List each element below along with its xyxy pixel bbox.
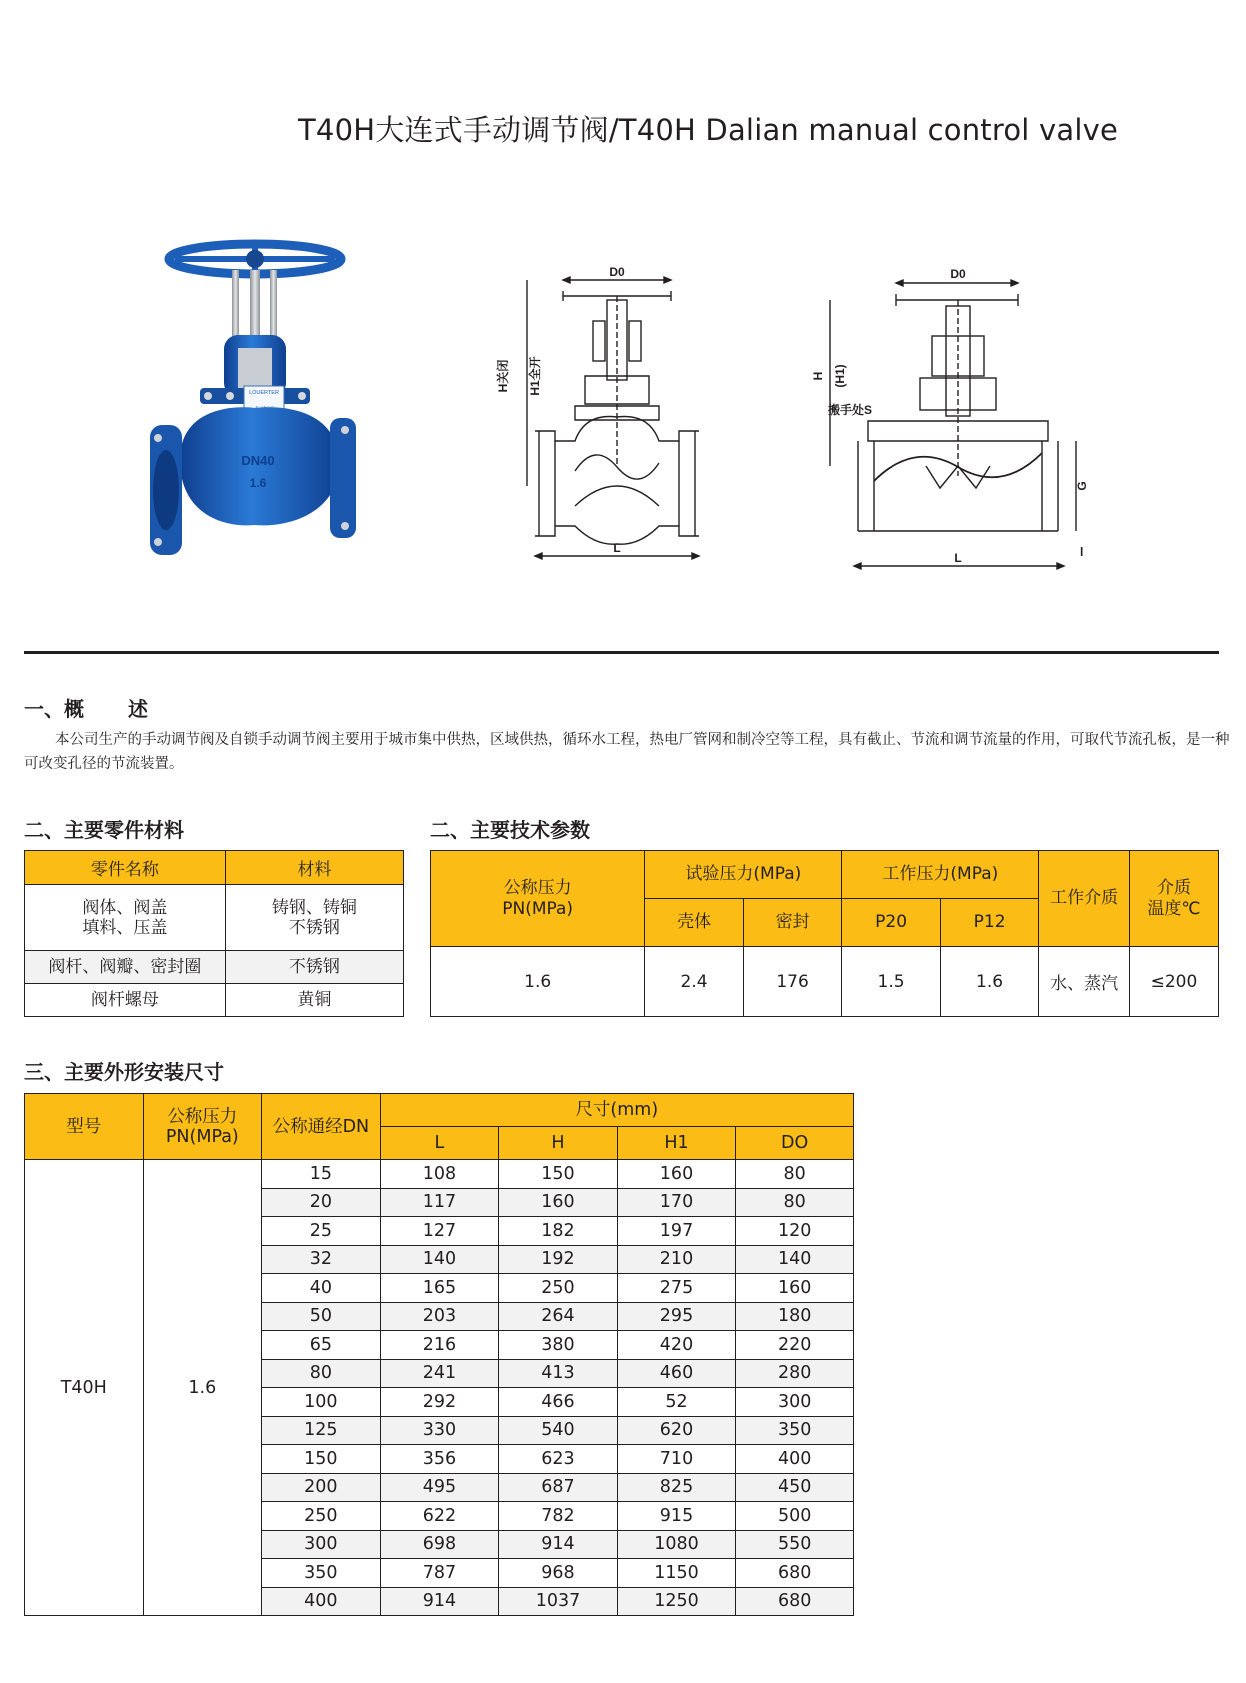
h1-cell: 210 <box>617 1245 736 1274</box>
h1-open-label: H1全开 <box>528 356 542 396</box>
dn-cell: 50 <box>262 1302 381 1331</box>
pressure-marking: 1.6 <box>249 476 267 490</box>
dn-cell: 100 <box>262 1388 381 1417</box>
dimensions-heading: 三、主要外形安装尺寸 <box>24 1060 224 1084</box>
h-cell: 250 <box>499 1274 618 1303</box>
dn-cell: 40 <box>262 1274 381 1303</box>
l-cell: 140 <box>380 1245 499 1274</box>
l-cell: 203 <box>380 1302 499 1331</box>
table-row <box>25 1160 854 1189</box>
do-cell: 80 <box>736 1160 854 1189</box>
l-small-label: l <box>1080 545 1084 559</box>
col-temperature <box>1129 851 1218 947</box>
materials-header-row <box>25 851 404 885</box>
h1-cell: 170 <box>617 1188 736 1217</box>
section-divider <box>24 651 1219 654</box>
col-h: H <box>499 1127 618 1160</box>
col-l: L <box>380 1127 499 1160</box>
h-cell: 914 <box>499 1530 618 1559</box>
col-h1: H1 <box>617 1127 736 1160</box>
do-cell: 160 <box>736 1274 854 1303</box>
l-cell: 330 <box>380 1416 499 1445</box>
tech-params-table <box>430 850 1219 1017</box>
h1-cell: 295 <box>617 1302 736 1331</box>
header-line: PN(MPa) <box>165 1126 239 1147</box>
h1-cell: 420 <box>617 1331 736 1360</box>
col-material: 材料 <box>225 851 403 885</box>
flanged-valve-drawing <box>496 265 765 611</box>
threaded-valve-drawing <box>808 266 1094 611</box>
pressure-cell: 1.6 <box>143 1160 262 1616</box>
l-label: L <box>613 541 621 555</box>
value-shell: 2.4 <box>645 947 744 1017</box>
do-cell: 180 <box>736 1302 854 1331</box>
col-nominal-pressure <box>143 1094 262 1160</box>
materials-row <box>25 984 404 1017</box>
part-line: 填料、压盖 <box>82 917 168 938</box>
header-line: 公称压力 <box>503 877 572 898</box>
h1-cell: 915 <box>617 1502 736 1531</box>
l-cell: 292 <box>380 1388 499 1417</box>
value-p12: 1.6 <box>940 947 1039 1017</box>
materials-row <box>25 951 404 984</box>
l-cell: 787 <box>380 1559 499 1588</box>
do-cell: 300 <box>736 1388 854 1417</box>
do-cell: 120 <box>736 1217 854 1246</box>
do-cell: 550 <box>736 1530 854 1559</box>
dims-header-row <box>25 1094 854 1127</box>
col-model: 型号 <box>25 1094 144 1160</box>
dn-cell: 150 <box>262 1445 381 1474</box>
h-cell: 968 <box>499 1559 618 1588</box>
dn-cell: 32 <box>262 1245 381 1274</box>
model-cell: T40H <box>25 1160 144 1616</box>
material-cell: 不锈钢 <box>225 951 403 984</box>
do-cell: 400 <box>736 1445 854 1474</box>
valve-photo <box>140 240 400 610</box>
do-cell: 220 <box>736 1331 854 1360</box>
part-cell: 阀杆、阀瓣、密封圈 <box>25 951 226 984</box>
right-flange <box>330 418 356 538</box>
part-cell: 阀杆螺母 <box>25 984 226 1017</box>
h-label: H <box>811 371 825 381</box>
dn-cell: 200 <box>262 1473 381 1502</box>
materials-row <box>25 885 404 951</box>
materials-table <box>24 850 404 1017</box>
do-cell: 350 <box>736 1416 854 1445</box>
tag-brand: LOUERTER <box>249 390 279 396</box>
overview-text: 本公司生产的手动调节阀及自锁手动调节阀主要用于城市集中供热，区域供热，循环水工程，热电厂管网和制冷空等工程，具有截止、节流和调节流量的作用，可取代节流孔板，是一种可改变孔径的节流装置。 <box>24 732 1230 772</box>
do-cell: 450 <box>736 1473 854 1502</box>
col-medium: 工作介质 <box>1039 851 1130 947</box>
h-cell: 623 <box>499 1445 618 1474</box>
dn-cell: 300 <box>262 1530 381 1559</box>
l-cell: 914 <box>380 1587 499 1616</box>
h1-cell: 1150 <box>617 1559 736 1588</box>
h-closed-label: H关闭 <box>496 359 510 393</box>
do-cell: 680 <box>736 1587 854 1616</box>
dn-cell: 15 <box>262 1160 381 1189</box>
value-seal: 176 <box>743 947 842 1017</box>
g-label: G <box>1075 481 1089 491</box>
col-size: 尺寸(mm) <box>380 1094 853 1127</box>
h-cell: 413 <box>499 1359 618 1388</box>
do-cell: 500 <box>736 1502 854 1531</box>
h-cell: 182 <box>499 1217 618 1246</box>
dn-cell: 80 <box>262 1359 381 1388</box>
h-cell: 782 <box>499 1502 618 1531</box>
dn-cell: 65 <box>262 1331 381 1360</box>
col-p12: P12 <box>940 899 1039 947</box>
material-cell <box>225 885 403 951</box>
h-cell: 466 <box>499 1388 618 1417</box>
h-cell: 264 <box>499 1302 618 1331</box>
col-do: DO <box>736 1127 854 1160</box>
col-working-pressure: 工作压力(MPa) <box>842 851 1039 899</box>
d0-label: D0 <box>609 265 625 279</box>
h1-cell: 620 <box>617 1416 736 1445</box>
col-nominal-pressure <box>431 851 645 947</box>
h-cell: 150 <box>499 1160 618 1189</box>
h1-cell: 197 <box>617 1217 736 1246</box>
l-cell: 108 <box>380 1160 499 1189</box>
h1-cell: 460 <box>617 1359 736 1388</box>
h1-cell: 275 <box>617 1274 736 1303</box>
h-cell: 1037 <box>499 1587 618 1616</box>
col-seal: 密封 <box>743 899 842 947</box>
h-cell: 380 <box>499 1331 618 1360</box>
page-title: T40H大连式手动调节阀/T40H Dalian manual control valve <box>298 113 1118 147</box>
h-cell: 192 <box>499 1245 618 1274</box>
part-cell <box>25 885 226 951</box>
value-pn: 1.6 <box>431 947 645 1017</box>
l-cell: 241 <box>380 1359 499 1388</box>
dn-cell: 125 <box>262 1416 381 1445</box>
materials-heading: 二、主要零件材料 <box>24 818 184 842</box>
l-cell: 216 <box>380 1331 499 1360</box>
header-line: 温度℃ <box>1147 898 1201 919</box>
h1-cell: 52 <box>617 1388 736 1417</box>
dimensions-table <box>24 1093 854 1616</box>
col-p20: P20 <box>842 899 941 947</box>
dn-cell: 20 <box>262 1188 381 1217</box>
do-cell: 680 <box>736 1559 854 1588</box>
tech-values-row <box>431 947 1219 1017</box>
tech-header-row <box>431 851 1219 899</box>
col-part-name: 零件名称 <box>25 851 226 885</box>
h-cell: 687 <box>499 1473 618 1502</box>
value-temp: ≤200 <box>1129 947 1218 1017</box>
dn-cell: 25 <box>262 1217 381 1246</box>
l-cell: 127 <box>380 1217 499 1246</box>
col-test-pressure: 试验压力(MPa) <box>645 851 842 899</box>
tech-params-heading: 二、主要技术参数 <box>430 818 590 842</box>
wrench-label: 搬手处S <box>828 403 873 417</box>
h1-label: (H1) <box>833 364 847 388</box>
h-cell: 540 <box>499 1416 618 1445</box>
l-cell: 356 <box>380 1445 499 1474</box>
l-cell: 622 <box>380 1502 499 1531</box>
col-shell: 壳体 <box>645 899 744 947</box>
material-line: 不锈钢 <box>288 917 340 938</box>
do-cell: 140 <box>736 1245 854 1274</box>
l-cell: 165 <box>380 1274 499 1303</box>
body-marking: DN40 <box>241 453 275 468</box>
overview-heading <box>24 693 148 722</box>
value-medium: 水、蒸汽 <box>1039 947 1130 1017</box>
h1-cell: 825 <box>617 1473 736 1502</box>
l-cell: 117 <box>380 1188 499 1217</box>
l-cell: 495 <box>380 1473 499 1502</box>
overview-heading-b: 述 <box>128 697 148 721</box>
l-cell: 698 <box>380 1530 499 1559</box>
h1-cell: 1080 <box>617 1530 736 1559</box>
material-cell: 黄铜 <box>225 984 403 1017</box>
header-line: 介质 <box>1156 877 1191 898</box>
l-label-2: L <box>954 551 962 565</box>
h1-cell: 160 <box>617 1160 736 1189</box>
header-line: 公称压力 <box>167 1106 238 1127</box>
col-nominal-diameter: 公称通经DN <box>262 1094 381 1160</box>
do-cell: 80 <box>736 1188 854 1217</box>
do-cell: 280 <box>736 1359 854 1388</box>
dn-cell: 400 <box>262 1587 381 1616</box>
part-line: 阀体、阀盖 <box>82 897 168 918</box>
h1-cell: 1250 <box>617 1587 736 1616</box>
dn-cell: 350 <box>262 1559 381 1588</box>
dn-cell: 250 <box>262 1502 381 1531</box>
h-cell: 160 <box>499 1188 618 1217</box>
value-p20: 1.5 <box>842 947 941 1017</box>
h1-cell: 710 <box>617 1445 736 1474</box>
overview-heading-a: 一、概 <box>24 697 84 721</box>
header-line: PN(MPa) <box>502 898 574 919</box>
d0-label-2: D0 <box>950 267 966 281</box>
material-line: 铸钢、铸铜 <box>271 897 357 918</box>
